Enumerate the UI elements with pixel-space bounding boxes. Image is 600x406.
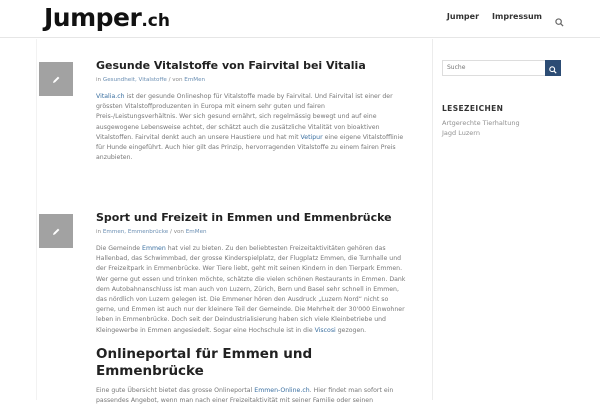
pencil-icon <box>51 70 61 89</box>
post-excerpt <box>96 244 406 336</box>
bookmark-link[interactable]: Artgerechte Tierhaltung <box>442 119 520 127</box>
main-nav <box>434 12 564 21</box>
search-icon[interactable] <box>555 12 564 21</box>
pencil-icon <box>51 222 61 241</box>
post-subheading: Onlineportal für Emmen und Emmenbrücke <box>96 345 313 379</box>
post-categories[interactable]: Emmen, Emmenbrücke <box>102 229 169 235</box>
content-area <box>36 39 433 405</box>
text-link[interactable]: Emmen <box>142 245 166 252</box>
logo-tld: .ch <box>141 11 170 31</box>
search-button[interactable] <box>545 60 561 76</box>
meta-separator: / von <box>170 229 184 235</box>
site-logo[interactable] <box>44 3 170 32</box>
meta-prefix: in <box>96 229 102 235</box>
nav-item-jumper[interactable]: Jumper <box>446 12 480 21</box>
sidebar-search <box>442 60 561 76</box>
text-link[interactable]: Vetipur <box>300 133 323 141</box>
text-segment: Die Gemeinde <box>96 245 143 252</box>
text-segment: eine eigene Vitalstofflinie für Hunde eingeführt. Auch hier gilt das Prinzip, hervorragenden Vitalstoffe zu einem fairen Preis anzubieten. <box>96 133 404 162</box>
logo-main: Jumper <box>44 3 142 32</box>
search-icon <box>549 59 557 78</box>
search-input[interactable] <box>442 60 545 76</box>
text-segment: Eine gute Übersicht bietet das grosse Onlineportal <box>96 386 255 394</box>
widget-title: LESEZEICHEN <box>442 104 504 113</box>
post-format-icon[interactable] <box>39 62 73 96</box>
post-format-icon[interactable] <box>39 214 73 248</box>
post-meta <box>96 76 406 84</box>
text-link[interactable]: Vitalia.ch <box>96 93 125 100</box>
meta-separator: / von <box>168 77 183 83</box>
sidebar <box>442 39 564 138</box>
post-body <box>96 59 406 163</box>
site-header <box>0 0 600 38</box>
bookmark-link[interactable]: Jagd Luzern <box>442 129 480 137</box>
text-segment: gezogen. <box>335 326 367 334</box>
nav-item-impressum[interactable]: Impressum <box>492 12 542 21</box>
text-segment: ist der gesunde Onlineshop für Vitalstoffe made by Fairvital. Und Fairvital ist einer der grössten Vitalstoffproduzenten in Europa mit einem sehr guten und fairen Preis-/Leistungsverhältnis. Wer sich gesund ernährt, sich regelmässig bewegt und auf eine ausgewogene Lebensweise achtet, der schätzt auch die zusätzliche Vitalität von bioaktiven Vitalstoffen. Fairvital denkt auch an unsere Haustiere und hat mit <box>96 93 393 141</box>
post-body <box>96 211 406 406</box>
post-author[interactable]: EmMen <box>184 77 206 83</box>
post-title[interactable]: Sport und Freizeit in Emmen und Emmenbrücke <box>96 211 392 224</box>
text-segment: hat viel zu bieten. Zu den beliebtesten Freizeitaktivitäten gehören das Hallenbad, das Schwimmbad, der grosse Kinderspielplatz, der Flugplatz Emmen, die Turnhalle und der Freizeitpark in Emmenbrücke. Wer Tiere liebt, geht mit seinen Kindern in den Tierpark Emmen. Wer gerne gut essen und trinken möchte, schätzte die vielen schönen Restaurants in Emmen. Dank dem Autobahnanschluss ist man auch von Luzern, Zürich, Bern und Basel sehr schnell in Emmen, das nördlich von Luzern gelegen ist. Die Emmener hören den Ausdruck „Luzern Nord“ nicht so gerne, und Emmen ist auch nur der kleinere Teil der Gemeinde. Die Mehrheit der 30'000 Einwohner leben in Emmenbrücke. Doch seit der Deindustrialisierung haben sich viele Kleinbetriebe und Kleingewerbe in Emmen angesiedelt. Sogar eine Hochschule ist in die <box>96 245 406 334</box>
text-segment: . Hier findet man sofort ein passendes Angebot, wenn man nach einer Freizeitaktivität mit seiner Familie oder seinen <box>96 386 394 405</box>
post-categories[interactable]: Gesundheit, Vitalstoffe <box>102 77 167 83</box>
meta-prefix: in <box>96 77 102 83</box>
text-link[interactable]: Viscosi <box>314 326 336 334</box>
text-link[interactable]: Emmen-Online.ch <box>254 386 310 394</box>
post-paragraph <box>96 386 406 406</box>
post-meta <box>96 228 406 236</box>
post-title[interactable]: Gesunde Vitalstoffe von Fairvital bei Vitalia <box>96 59 366 72</box>
post-author[interactable]: EmMen <box>185 229 207 235</box>
post-excerpt <box>96 92 406 163</box>
